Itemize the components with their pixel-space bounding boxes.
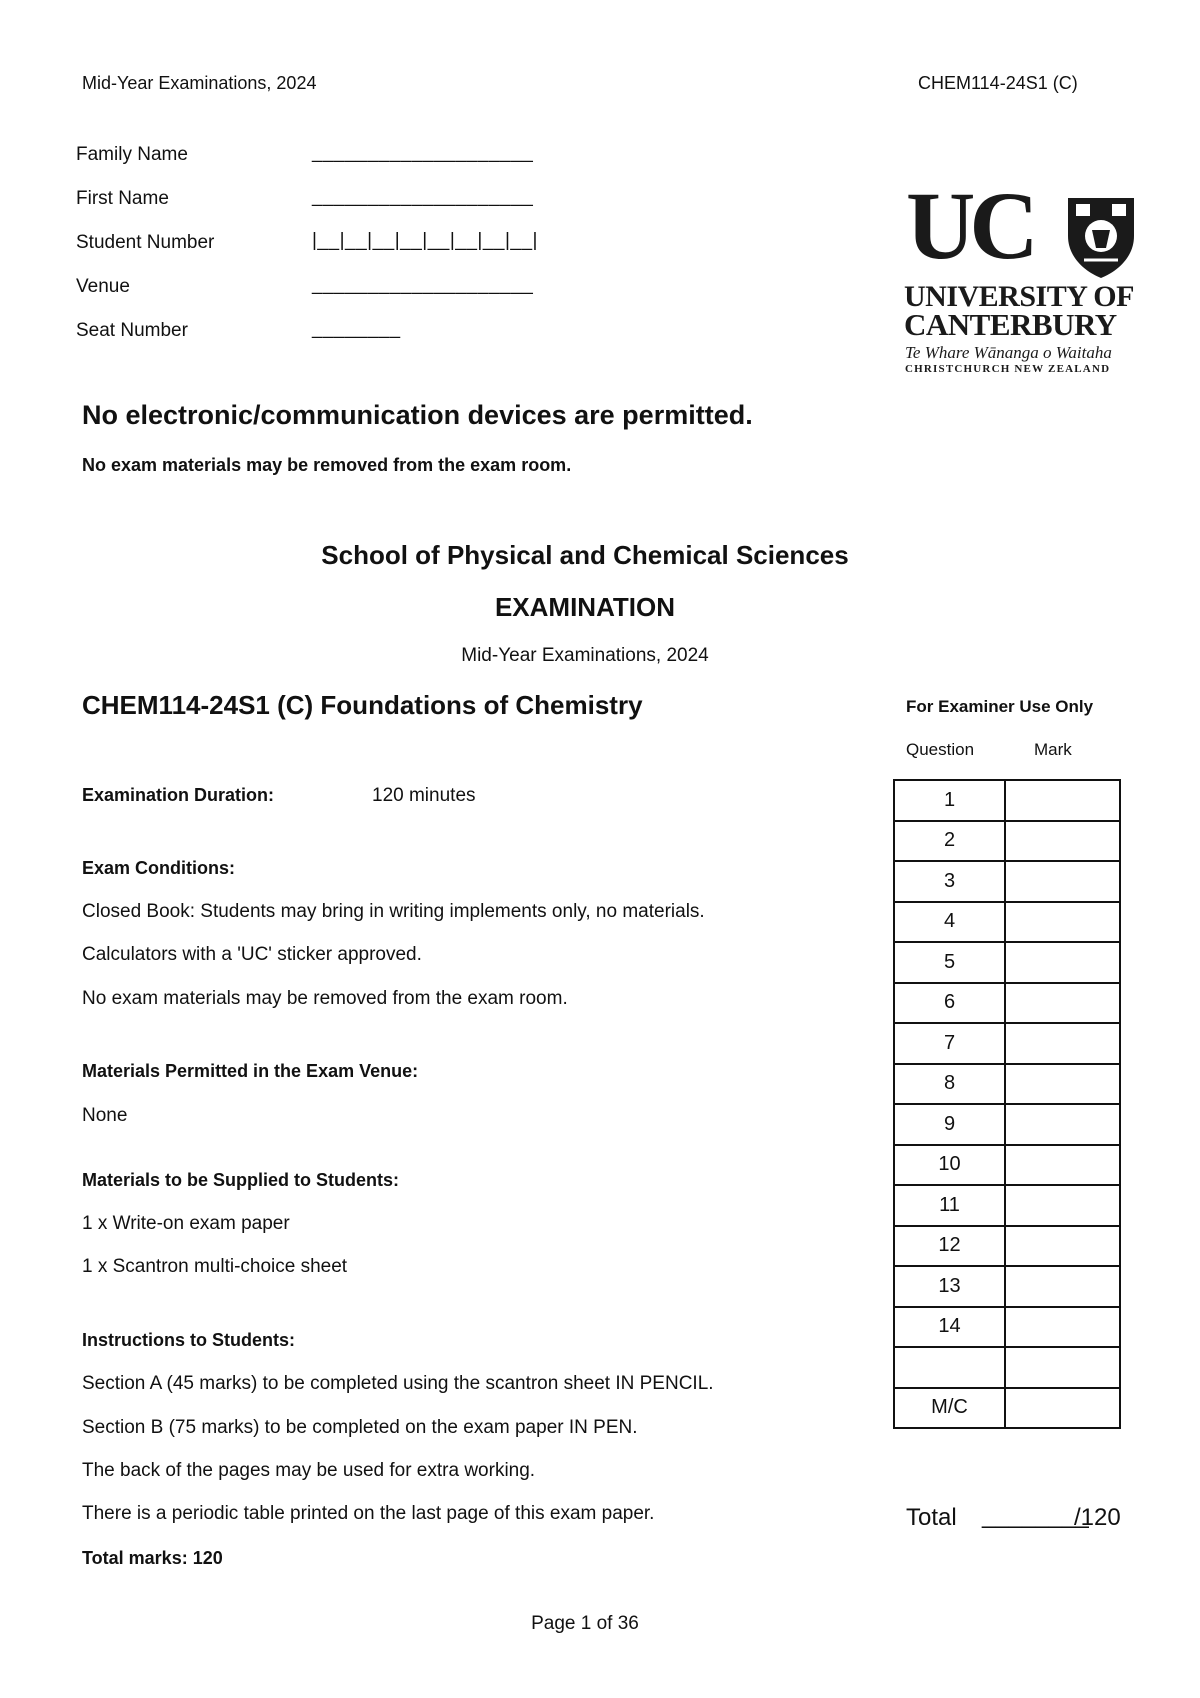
conditions-heading: Exam Conditions: [82,858,236,878]
mark-cell[interactable] [1005,1388,1120,1429]
header-right: CHEM114-24S1 (C) [918,73,1078,93]
marks-row [894,1064,1120,1105]
question-number-cell [894,1347,1005,1388]
question-number-cell: 7 [894,1023,1005,1064]
duration-value: 120 minutes [372,785,476,806]
mark-cell[interactable] [1005,1307,1120,1348]
mark-cell[interactable] [1005,983,1120,1024]
supplied-heading: Materials to be Supplied to Students: [82,1170,400,1190]
marks-row [894,780,1120,821]
question-number-cell: 9 [894,1104,1005,1145]
condition-line: No exam materials may be removed from the exam room. [82,988,568,1009]
instruction-line: The back of the pages may be used for extra working. [82,1460,536,1481]
question-number-cell: 14 [894,1307,1005,1348]
mark-cell[interactable] [1005,1104,1120,1145]
examiner-heading: For Examiner Use Only [906,697,1094,716]
logo-uc-mark: UC [906,172,1033,279]
student-number-label: Student Number [76,232,215,253]
question-column-header: Question [906,740,975,759]
total-line[interactable]: ________ [982,1502,1089,1529]
instruction-line: Section A (45 marks) to be completed using the scantron sheet IN PENCIL. [82,1373,714,1394]
mark-cell[interactable] [1005,1023,1120,1064]
instructions-heading: Instructions to Students: [82,1330,295,1350]
mark-cell[interactable] [1005,1266,1120,1307]
question-number-cell: M/C [894,1388,1005,1429]
marks-row [894,1266,1120,1307]
marks-row [894,821,1120,862]
mark-cell[interactable] [1005,861,1120,902]
marks-row [894,1104,1120,1145]
marks-row [894,1347,1120,1388]
mark-cell[interactable] [1005,780,1120,821]
crest-icon [1066,196,1136,280]
marks-row [894,861,1120,902]
mark-cell[interactable] [1005,1185,1120,1226]
marks-row [894,1145,1120,1186]
marks-row [894,1307,1120,1348]
condition-line: Calculators with a 'UC' sticker approved. [82,944,422,965]
exam-period: Mid-Year Examinations, 2024 [461,645,709,666]
page-number: Page 1 of 36 [531,1613,639,1634]
marks-row [894,1023,1120,1064]
supplied-line: 1 x Write-on exam paper [82,1213,290,1234]
duration-label: Examination Duration: [82,785,275,805]
header-left: Mid-Year Examinations, 2024 [82,73,317,93]
question-number-cell: 11 [894,1185,1005,1226]
school-title: School of Physical and Chemical Sciences [321,540,849,570]
venue-line[interactable]: ____________________ [312,274,534,295]
family-name-label: Family Name [76,144,188,165]
materials-notice: No exam materials may be removed from the exam room. [82,455,572,475]
logo-location: CHRISTCHURCH NEW ZEALAND [905,363,1111,375]
marks-row [894,1388,1120,1429]
question-number-cell: 6 [894,983,1005,1024]
instruction-line: Section B (75 marks) to be completed on the exam paper IN PEN. [82,1417,638,1438]
mark-cell[interactable] [1005,1226,1120,1267]
marks-row [894,1226,1120,1267]
total-marks: Total marks: 120 [82,1548,223,1568]
marks-row [894,983,1120,1024]
supplied-line: 1 x Scantron multi-choice sheet [82,1256,348,1277]
question-number-cell: 3 [894,861,1005,902]
marks-row [894,902,1120,943]
logo-line1: UNIVERSITY OF [904,280,1134,313]
question-number-cell: 10 [894,1145,1005,1186]
course-title: CHEM114-24S1 (C) Foundations of Chemistry [82,690,643,720]
total-out-of: /120 [1074,1504,1121,1531]
seat-number-line[interactable]: ________ [312,318,401,339]
mark-cell[interactable] [1005,1145,1120,1186]
student-number-boxes[interactable]: |__|__|__|__|__|__|__|__| [312,230,538,251]
logo-line2: CANTERBURY [904,307,1117,342]
examiner-marks-table [893,779,1121,1429]
logo-maori: Te Whare Wānanga o Waitaha [905,343,1112,362]
permitted-heading: Materials Permitted in the Exam Venue: [82,1061,419,1081]
mark-cell[interactable] [1005,942,1120,983]
mark-cell[interactable] [1005,1064,1120,1105]
question-number-cell: 4 [894,902,1005,943]
question-number-cell: 12 [894,1226,1005,1267]
permitted-value: None [82,1105,128,1126]
family-name-line[interactable]: ____________________ [312,142,534,163]
instruction-line: There is a periodic table printed on the last page of this exam paper. [82,1503,655,1524]
seat-number-label: Seat Number [76,320,188,341]
question-number-cell: 1 [894,780,1005,821]
first-name-line[interactable]: ____________________ [312,186,534,207]
mark-column-header: Mark [1034,740,1072,759]
mark-cell[interactable] [1005,821,1120,862]
first-name-label: First Name [76,188,169,209]
marks-row [894,942,1120,983]
devices-notice: No electronic/communication devices are permitted. [82,400,753,430]
condition-line: Closed Book: Students may bring in writing implements only, no materials. [82,901,705,922]
marks-row [894,1185,1120,1226]
question-number-cell: 8 [894,1064,1005,1105]
question-number-cell: 13 [894,1266,1005,1307]
mark-cell[interactable] [1005,1347,1120,1388]
venue-label: Venue [76,276,130,297]
total-label: Total [906,1504,957,1531]
question-number-cell: 2 [894,821,1005,862]
exam-title: EXAMINATION [494,592,676,622]
question-number-cell: 5 [894,942,1005,983]
mark-cell[interactable] [1005,902,1120,943]
